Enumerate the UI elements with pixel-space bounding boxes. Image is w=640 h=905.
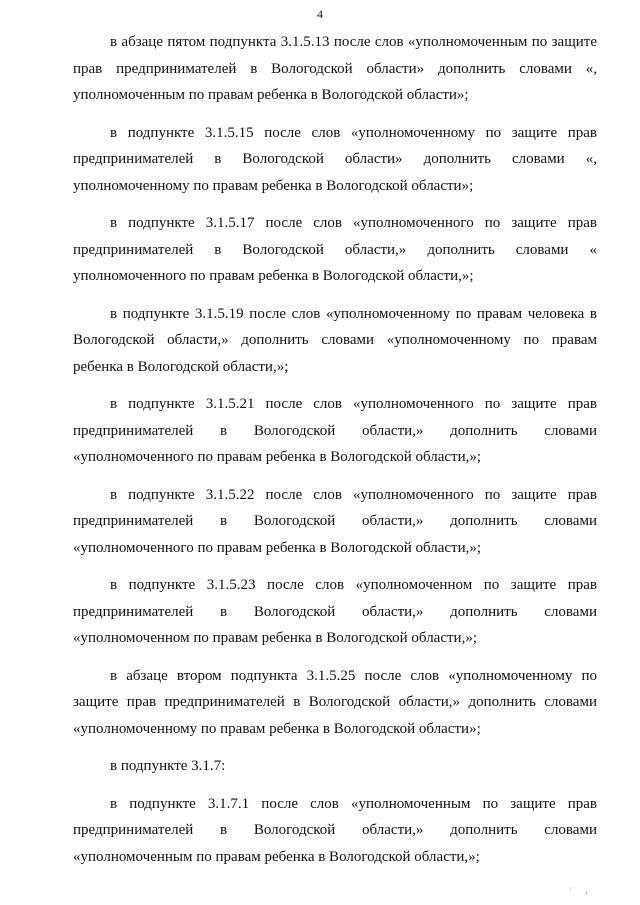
paragraph: в подпункте 3.1.5.15 после слов «уполномоченному по защите прав предпринимателей в Вологодской области» дополнить словами «, уполномоченному по правам ребенка в Вологодской области»; xyxy=(73,124,597,194)
paragraph: в подпункте 3.1.5.22 после слов «уполномоченного по защите прав предпринимателей в Вологодской области,» дополнить словами «уполномоченного по правам ребенка в Вологодской области,»; xyxy=(73,486,597,556)
paragraph: в подпункте 3.1.7: xyxy=(110,758,226,774)
paragraph: в подпункте 3.1.5.17 после слов «уполномоченного по защите прав предпринимателей в Вологодской области,» дополнить словами « уполномоченного по правам ребенка в Вологодской области,»; xyxy=(73,215,597,284)
paragraph: в подпункте 3.1.5.23 после слов «уполномоченном по защите прав предпринимателей в Вологодской области,» дополнить словами «уполномоченном по правам ребенка в Вологодской области,»; xyxy=(73,577,597,646)
page-number: 4 xyxy=(317,7,323,21)
paragraph: в абзаце втором подпункта 3.1.5.25 после слов «уполномоченному по защите прав предпринимателей в Вологодской области,» дополнить словами «уполномоченному по правам ребенка в Вологодской области»; xyxy=(73,667,597,737)
paragraph: в подпункте 3.1.5.19 после слов «уполномоченному по правам человека в Вологодской области,» дополнить словами «уполномоченному по правам ребенка в Вологодской области,»; xyxy=(73,305,597,375)
scan-marks: ' , xyxy=(570,886,594,895)
document-body xyxy=(73,29,597,881)
paragraph: в подпункте 3.1.7.1 после слов «уполномоченным по защите прав предпринимателей в Вологодской области,» дополнить словами «уполномоченным по правам ребенка в Вологодской области,»; xyxy=(73,795,597,865)
paragraph: в абзаце пятом подпункта 3.1.5.13 после слов «уполномоченным по защите прав предпринимателей в Вологодской области» дополнить словами «, уполномоченным по правам ребенка в Вологодской области»; xyxy=(73,34,597,103)
paragraph: в подпункте 3.1.5.21 после слов «уполномоченного по защите прав предпринимателей в Вологодской области,» дополнить словами «уполномоченного по правам ребенка в Вологодской области,»; xyxy=(73,396,597,465)
